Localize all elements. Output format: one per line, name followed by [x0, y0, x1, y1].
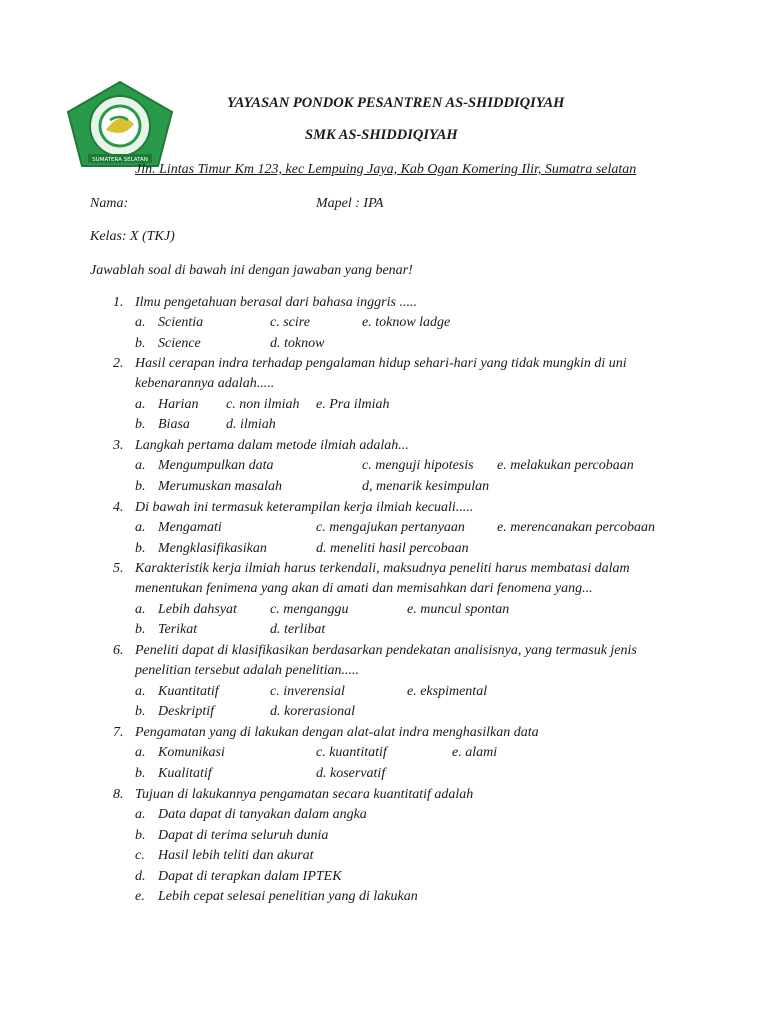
answer-option: e. ekspimental	[407, 684, 488, 699]
logo-caption: SUMATERA SELATAN	[92, 157, 148, 163]
answer-option: e. muncul spontan	[407, 602, 510, 617]
option-letter: a.	[135, 397, 146, 412]
answer-option: c. mengajukan pertanyaan	[316, 520, 465, 535]
answer-option: d. ilmiah	[226, 417, 276, 432]
answer-option: c. menguji hipotesis	[362, 458, 474, 473]
question-number: 2.	[113, 356, 124, 371]
question-text: Ilmu pengetahuan berasal dari bahasa inggris .....	[135, 295, 417, 310]
answer-option: d. meneliti hasil percobaan	[316, 541, 469, 556]
answer-option: Data dapat di tanyakan dalam angka	[158, 807, 367, 822]
question-text: penelitian tersebut adalah penelitian.....	[135, 663, 359, 678]
option-letter: a.	[135, 745, 146, 760]
option-letter: a.	[135, 458, 146, 473]
answer-option: Mengumpulkan data	[158, 458, 274, 473]
answer-option: c. menganggu	[270, 602, 349, 617]
option-letter: a.	[135, 602, 146, 617]
question-text: Tujuan di lakukannya pengamatan secara kuantitatif adalah	[135, 787, 474, 802]
answer-option: c. inverensial	[270, 684, 345, 699]
answer-option: Biasa	[158, 417, 190, 432]
question-text: Peneliti dapat di klasifikasikan berdasarkan pendekatan analisisnya, yang termasuk jenis	[135, 643, 637, 658]
question-text: Di bawah ini termasuk keterampilan kerja ilmiah kecuali.....	[135, 500, 474, 515]
answer-option: Lebih dahsyat	[158, 602, 237, 617]
name-label: Nama:	[90, 196, 129, 211]
answer-option: Kuantitatif	[158, 684, 219, 699]
answer-option: Terikat	[158, 622, 198, 637]
question-text: Pengamatan yang di lakukan dengan alat-alat indra menghasilkan data	[135, 725, 539, 740]
question-number: 1.	[113, 295, 124, 310]
answer-option: Kualitatif	[158, 766, 212, 781]
answer-option: Deskriptif	[158, 704, 214, 719]
school-name: SMK AS-SHIDDIQIYAH	[305, 127, 458, 143]
class-label: Kelas: X (TKJ)	[90, 229, 175, 244]
option-letter: b.	[135, 704, 146, 719]
option-letter: b.	[135, 622, 146, 637]
answer-option: d. toknow	[270, 336, 325, 351]
subject-label: Mapel : IPA	[316, 196, 384, 211]
answer-option: d. koservatif	[316, 766, 386, 781]
instruction-text: Jawablah soal di bawah ini dengan jawaban yang benar!	[90, 263, 413, 278]
answer-option: Mengklasifikasikan	[158, 541, 267, 556]
question-text: kebenarannya adalah.....	[135, 376, 275, 391]
answer-option: Mengamati	[158, 520, 222, 535]
answer-option: Lebih cepat selesai penelitian yang di lakukan	[158, 889, 418, 904]
question-number: 4.	[113, 500, 124, 515]
answer-option: Komunikasi	[158, 745, 225, 760]
answer-option: Hasil lebih teliti dan akurat	[158, 848, 314, 863]
school-crest-icon	[66, 80, 174, 168]
answer-option: Merumuskan masalah	[158, 479, 283, 494]
option-letter: e.	[135, 889, 145, 904]
option-letter: b.	[135, 417, 146, 432]
question-text: Karakteristik kerja ilmiah harus terkendali, maksudnya peneliti harus membatasi dalam	[135, 561, 630, 576]
option-letter: b.	[135, 479, 146, 494]
answer-option: e. toknow ladge	[362, 315, 451, 330]
option-letter: a.	[135, 684, 146, 699]
option-letter: b.	[135, 336, 146, 351]
answer-option: e. alami	[452, 745, 498, 760]
option-letter: d.	[135, 869, 146, 884]
question-number: 8.	[113, 787, 124, 802]
answer-option: c. non ilmiah	[226, 397, 300, 412]
option-letter: b.	[135, 541, 146, 556]
answer-option: Dapat di terapkan dalam IPTEK	[158, 869, 342, 884]
answer-option: c. kuantitatif	[316, 745, 387, 760]
answer-option: e. melakukan percobaan	[497, 458, 634, 473]
question-text: Langkah pertama dalam metode ilmiah adalah...	[135, 438, 409, 453]
option-letter: b.	[135, 766, 146, 781]
answer-option: d, menarik kesimpulan	[362, 479, 490, 494]
answer-option: e. merencanakan percobaan	[497, 520, 655, 535]
answer-option: c. scire	[270, 315, 310, 330]
answer-option: Dapat di terima seluruh dunia	[158, 828, 329, 843]
question-number: 7.	[113, 725, 124, 740]
option-letter: a.	[135, 807, 146, 822]
question-text: menentukan fenimena yang akan di amati dan memisahkan dari fenomena yang...	[135, 581, 593, 596]
answer-option: Scientia	[158, 315, 204, 330]
foundation-title: YAYASAN PONDOK PESANTREN AS-SHIDDIQIYAH	[227, 95, 565, 111]
option-letter: c.	[135, 848, 145, 863]
option-letter: b.	[135, 828, 146, 843]
answer-option: d. korerasional	[270, 704, 356, 719]
question-number: 3.	[113, 438, 124, 453]
question-text: Hasil cerapan indra terhadap pengalaman hidup sehari-hari yang tidak mungkin di uni	[135, 356, 627, 371]
school-address: Jln. Lintas Timur Km 123, kec Lempuing Jaya, Kab Ogan Komering Ilir, Sumatra selatan	[135, 162, 637, 177]
question-number: 5.	[113, 561, 124, 576]
answer-option: d. terlibat	[270, 622, 326, 637]
answer-option: Harian	[158, 397, 199, 412]
question-number: 6.	[113, 643, 124, 658]
option-letter: a.	[135, 315, 146, 330]
option-letter: a.	[135, 520, 146, 535]
answer-option: e. Pra ilmiah	[316, 397, 390, 412]
answer-option: Science	[158, 336, 201, 351]
